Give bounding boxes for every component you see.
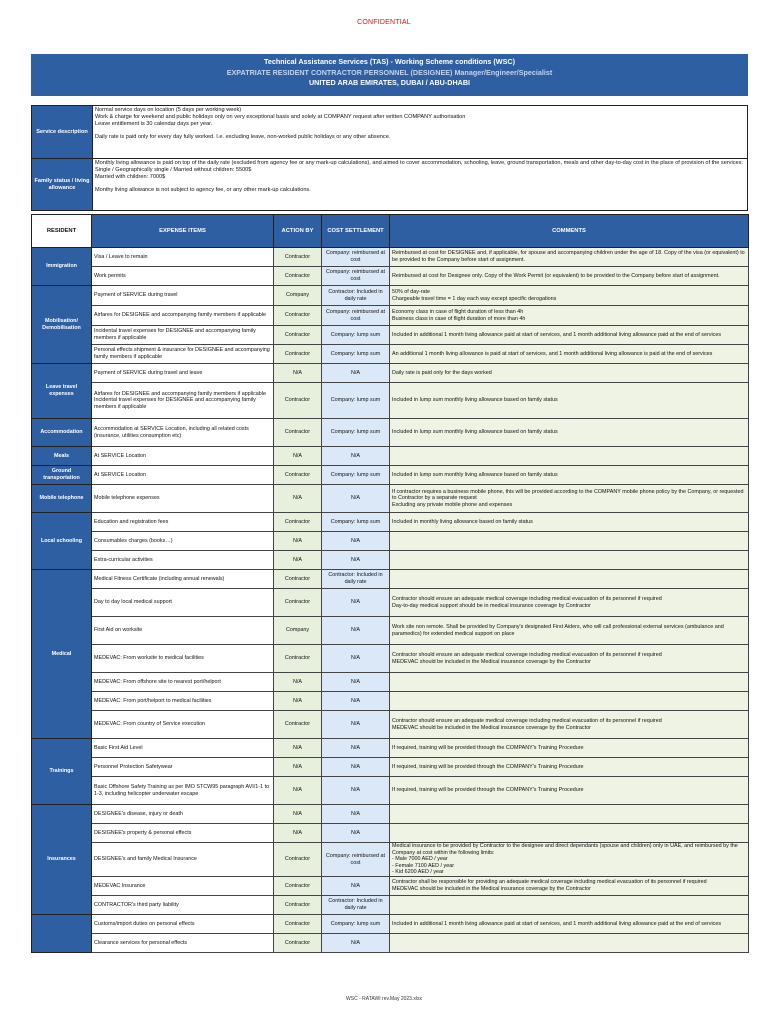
conditions-table — [31, 214, 749, 953]
table-row — [32, 934, 749, 953]
resident-category: Accommodation — [32, 419, 92, 447]
comments — [390, 589, 749, 617]
cost-settlement: Company: reimbursed at cost — [322, 843, 390, 877]
comments-line: MEDEVAC should be included in the Medical insurance coverage by the Contractor — [392, 724, 591, 731]
table-row — [32, 692, 749, 711]
comments-line: - Female 7100 AED / year — [392, 862, 455, 869]
column-resident: RESIDENT — [32, 215, 92, 248]
cost-settlement: N/A — [322, 877, 390, 896]
info-line: Single / Geographically single / Married without children: 5500$ — [95, 167, 252, 173]
action-by: Company — [274, 286, 322, 306]
resident-category: Insurances — [32, 805, 92, 915]
comments: Reimbursed at cost for Designee only. Copy of the Work Permit (or equivalent) to be provided to the Company before start of assignment. — [390, 267, 749, 286]
comments: An additional 1 month living allowance is paid at start of services, and 1 month additional living allowance is paid at the end of services — [390, 345, 749, 364]
table-row — [32, 345, 749, 364]
cost-settlement: N/A — [322, 645, 390, 673]
cost-settlement: Contractor: Included in daily rate — [322, 570, 390, 589]
expense-item: First Aid on worksite — [92, 617, 274, 645]
column-action-by: ACTION BY — [274, 215, 322, 248]
table-row — [32, 739, 749, 758]
info-line: Married with children: 7000$ — [95, 174, 166, 180]
expense-item: MEDEVAC: From port/helport to medical facilities — [92, 692, 274, 711]
expense-item: Education and registration fees — [92, 513, 274, 532]
cost-settlement: Company: lump sum — [322, 419, 390, 447]
resident-category: Trainings — [32, 739, 92, 805]
resident-category: Medical — [32, 570, 92, 739]
comments-line: Contractor should ensure an adequate medical coverage including medical evacuation of its personnel if required — [392, 651, 662, 658]
expense-item: DESIGNEE's property & personal effects — [92, 824, 274, 843]
expense-item: Payment of SERVICE during travel — [92, 286, 274, 306]
table-row — [32, 532, 749, 551]
comments: Reimbursed at cost for DESIGNEE and, if applicable, for spouse and accompanying children under the age of 18. Copy of the visa (or equivalent) to be provided to the Company before start of assignment. — [390, 248, 749, 267]
comments — [390, 877, 749, 896]
action-by: Contractor — [274, 934, 322, 953]
table-row — [32, 645, 749, 673]
cost-settlement: N/A — [322, 673, 390, 692]
info-text — [93, 106, 748, 159]
comments-line: Excluding any private mobile phone and expenses — [392, 501, 513, 508]
action-by: Contractor — [274, 589, 322, 617]
expense-item: Clearance services for personal effects — [92, 934, 274, 953]
table-row — [32, 267, 749, 286]
action-by: Contractor — [274, 570, 322, 589]
comments-line: Contractor should ensure an adequate medical coverage including medical evacuation of its personnel if required — [392, 717, 662, 724]
comments-line: Business class in case of flight duration of more than 4h — [392, 315, 526, 322]
cost-settlement: N/A — [322, 711, 390, 739]
info-line: Monthy living allowance is not subject to agency fee, or any other mark-up calculations. — [95, 187, 311, 193]
cost-settlement: N/A — [322, 758, 390, 777]
comments: If required, training will be provided through the COMPANY's Training Procedure — [390, 758, 749, 777]
action-by: Contractor — [274, 645, 322, 673]
comments-line: Contractor shall be responsible for providing an adequate medical coverage including medical evacuation of its personnel if required — [392, 879, 707, 886]
table-row — [32, 447, 749, 466]
expense-item: MEDEVAC: From worksite to medical facilities — [92, 645, 274, 673]
comments: Included in lump sum monthly living allowance based on family status — [390, 383, 749, 419]
comments — [390, 447, 749, 466]
comments — [390, 306, 749, 326]
resident-category: Mobilisation/ Demobilisation — [32, 286, 92, 364]
header-title: Technical Assistance Services (TAS) - Working Scheme conditions (WSC) — [264, 57, 515, 66]
cost-settlement: N/A — [322, 805, 390, 824]
table-row — [32, 466, 749, 485]
action-by: Contractor — [274, 326, 322, 345]
action-by: N/A — [274, 692, 322, 711]
expense-item: Mobile telephone expenses — [92, 485, 274, 513]
expense-item: At SERVICE Location — [92, 447, 274, 466]
comments — [390, 692, 749, 711]
action-by: Contractor — [274, 383, 322, 419]
comments — [390, 645, 749, 673]
expense-item: Extra-curricular activities — [92, 551, 274, 570]
action-by: N/A — [274, 739, 322, 758]
resident-category: Leave travel expenses — [32, 364, 92, 419]
cost-settlement: Company: lump sum — [322, 383, 390, 419]
action-by: N/A — [274, 485, 322, 513]
table-row — [32, 513, 749, 532]
column-cost-settlement: COST SETTLEMENT — [322, 215, 390, 248]
action-by: Contractor — [274, 915, 322, 934]
table-row — [32, 758, 749, 777]
comments — [390, 805, 749, 824]
table-row — [32, 896, 749, 915]
comments — [390, 551, 749, 570]
cost-settlement: N/A — [322, 824, 390, 843]
action-by: N/A — [274, 777, 322, 805]
expense-item: Personal effects shipment & insurance for DESIGNEE and accompanying family members if applicable — [92, 345, 274, 364]
table-row — [32, 485, 749, 513]
comments — [390, 843, 749, 877]
cost-settlement: N/A — [322, 447, 390, 466]
comments: Daily rate is paid only for the days worked — [390, 364, 749, 383]
footer-filename: WSC - RATAWI rev.May 2023.xlsx — [346, 996, 422, 1002]
table-row — [32, 419, 749, 447]
comments — [390, 570, 749, 589]
cost-settlement: Company: lump sum — [322, 466, 390, 485]
comments: Included in lump sum monthly living allowance based on family status — [390, 419, 749, 447]
comments-line: Chargeable travel time = 1 day each way except specific derogations — [392, 295, 557, 302]
comments-line: MEDEVAC should be included in the Medical insurance coverage by the Contractor — [392, 658, 591, 665]
expense-item: Basic First Aid Level — [92, 739, 274, 758]
cost-settlement: N/A — [322, 589, 390, 617]
cost-settlement: Company: lump sum — [322, 915, 390, 934]
comments — [390, 485, 749, 513]
resident-category: Meals — [32, 447, 92, 466]
action-by: Contractor — [274, 896, 322, 915]
comments-line: If contractor requires a business mobile phone, this will be provided according to the COMPANY mobile phone policy by the Company, or requested to Contractor by a separate request — [392, 488, 744, 502]
comments-line: - Male 7000 AED / year — [392, 856, 448, 863]
expense-item: Incidental travel expenses for DESIGNEE and accompanying family members if applicable — [92, 326, 274, 345]
action-by: N/A — [274, 551, 322, 570]
comments-line: MEDEVAC should be included in the Medical insurance coverage by the Contractor — [392, 886, 591, 892]
cost-settlement: N/A — [322, 551, 390, 570]
action-by: N/A — [274, 805, 322, 824]
table-row — [32, 364, 749, 383]
cost-settlement: Company: reimbursed at cost — [322, 248, 390, 267]
resident-category: Mobile telephone — [32, 485, 92, 513]
table-row — [32, 617, 749, 645]
info-label: Service description — [32, 106, 93, 159]
action-by: Contractor — [274, 345, 322, 364]
table-row — [32, 824, 749, 843]
action-by: Contractor — [274, 306, 322, 326]
expense-item: MEDEVAC: From offshore site to nearest port/helport — [92, 673, 274, 692]
comments-line: - Kid 6200 AED / year — [392, 869, 444, 876]
info-line: Normal service days on location (5 days per working week) — [95, 107, 242, 113]
document-header — [31, 54, 748, 96]
expense-item: Basic Offshore Safety Training as per IMO STCW95 paragraph AVI/1-1 to 1-3, including helicopter underwater escape — [92, 777, 274, 805]
action-by: Contractor — [274, 248, 322, 267]
action-by: Contractor — [274, 843, 322, 877]
cost-settlement: N/A — [322, 739, 390, 758]
cost-settlement: N/A — [322, 532, 390, 551]
table-row — [32, 551, 749, 570]
info-line: Daily rate is paid only for every day fully worked. I.e. excluding leave, non-worked public holidays or any other absence. — [95, 134, 391, 140]
comments — [390, 896, 749, 915]
table-row — [32, 326, 749, 345]
action-by: N/A — [274, 758, 322, 777]
table-row — [32, 777, 749, 805]
cost-settlement: Company: reimbursed at cost — [322, 267, 390, 286]
info-row — [32, 106, 748, 159]
cost-settlement: Company: lump sum — [322, 345, 390, 364]
action-by: N/A — [274, 532, 322, 551]
comments-line: 50% of day-rate — [392, 288, 431, 295]
expense-item: Visa / Leave to remain — [92, 248, 274, 267]
cost-settlement: N/A — [322, 692, 390, 711]
action-by: Contractor — [274, 877, 322, 896]
info-line: Leave entitlement is 30 calendar days per year. — [95, 121, 213, 127]
table-row — [32, 877, 749, 896]
info-line: Work & charge for weekend and public holidays only on very exceptional basis and solely at COMPANY request after written COMPANY authorisation — [95, 114, 466, 120]
expense-item-line: Airfares for DESIGNEE and accompanying family members if applicable — [94, 390, 266, 397]
comments: Included in additional 1 month living allowance paid at start of services, and 1 month additional living allowance paid at the end of services — [390, 915, 749, 934]
expense-item: CONTRACTOR's third party liability — [92, 896, 274, 915]
action-by: Contractor — [274, 466, 322, 485]
resident-category — [32, 915, 92, 953]
expense-item: Accommodation at SERVICE Location, including all related costs (insurance, utilities consumption etc) — [92, 419, 274, 447]
column-comments: COMMENTS — [390, 215, 749, 248]
table-row — [32, 286, 749, 306]
expense-item: Customs/import duties on personal effects — [92, 915, 274, 934]
expense-item: DESIGNEE's disease, injury or death — [92, 805, 274, 824]
expense-item: Medical Fitness Certificate (including annual renewals) — [92, 570, 274, 589]
resident-category: Ground transportation — [32, 466, 92, 485]
comments: Included in monthly living allowance based on family status — [390, 513, 749, 532]
expense-item: Work permits — [92, 267, 274, 286]
action-by: Contractor — [274, 267, 322, 286]
comments — [390, 532, 749, 551]
comments: Included in lump sum monthly living allowance based on family status — [390, 466, 749, 485]
column-expense-items: EXPENSE ITEMS — [92, 215, 274, 248]
comments: If required, training will be provided through the COMPANY's Training Procedure — [390, 777, 749, 805]
cost-settlement: N/A — [322, 934, 390, 953]
resident-category: Immigration — [32, 248, 92, 286]
table-row — [32, 570, 749, 589]
cost-settlement: Company: lump sum — [322, 326, 390, 345]
info-table — [31, 105, 748, 211]
table-row — [32, 248, 749, 267]
action-by: N/A — [274, 364, 322, 383]
comments — [390, 824, 749, 843]
expense-item — [92, 383, 274, 419]
comments — [390, 673, 749, 692]
table-header-row — [32, 215, 749, 248]
info-row — [32, 159, 748, 211]
expense-item: Airfares for DESIGNEE and accompanying family members if applicable — [92, 306, 274, 326]
action-by: Company — [274, 617, 322, 645]
cost-settlement: Contractor: Included in daily rate — [322, 896, 390, 915]
action-by: Contractor — [274, 419, 322, 447]
table-row — [32, 306, 749, 326]
comments — [390, 286, 749, 306]
cost-settlement: N/A — [322, 777, 390, 805]
header-location: UNITED ARAB EMIRATES, DUBAI / ABU-DHABI — [308, 78, 471, 87]
info-label: Family status / living allowance — [32, 159, 93, 211]
expense-item: At SERVICE Location — [92, 466, 274, 485]
action-by: N/A — [274, 673, 322, 692]
comments-line: Economy class in case of flight duration of less than 4h — [392, 308, 524, 315]
action-by: N/A — [274, 447, 322, 466]
comments-line: Day-to-day medical support should be in medical insurance coverage by Contractor — [392, 602, 591, 609]
comments: Work site non remote. Shall be provided by Company's designated First Aiders, who will call professional external services (ambulance and paramedics) for extended medical support on place — [390, 617, 749, 645]
cost-settlement: Contractor: Included in daily rate — [322, 286, 390, 306]
info-line: Monthly living allowance is paid on top of the daily rate (excluded from agency fee or any mark-up calculations), and aimed to cover accommodation, schooling, leave, ground transportation, meals and other day-to-day cost in the place of provision of the services: — [95, 160, 743, 166]
action-by: N/A — [274, 824, 322, 843]
expense-item: Personnel Protection Safetywear — [92, 758, 274, 777]
expense-item-line: Incidental travel expenses for DESIGNEE and accompanying family members if applicable — [94, 397, 256, 410]
header-subtitle: EXPATRIATE RESIDENT CONTRACTOR PERSONNEL (DESIGNEE) Manager/Engineer/Specialist — [226, 67, 553, 77]
comments: If required, training will be provided through the COMPANY's Training Procedure — [390, 739, 749, 758]
comments — [390, 711, 749, 739]
expense-item: DESIGNEE's and family Medical Insurance — [92, 843, 274, 877]
cost-settlement: Company: lump sum — [322, 513, 390, 532]
info-text — [93, 159, 748, 211]
table-row — [32, 383, 749, 419]
confidential-label: CONFIDENTIAL — [357, 19, 411, 26]
comments-line: Medical insurance to be provided by Contractor to the designee and direct dependants (spouse and children) only in UAE, and reimbursed by the Company at cost within the following limits: — [392, 843, 738, 856]
comments-line: Contractor should ensure an adequate medical coverage including medical evacuation of its personnel if required — [392, 595, 662, 602]
comments: Included in additional 1 month living allowance paid at start of services, and 1 month additional living allowance paid at the end of services — [390, 326, 749, 345]
table-row — [32, 805, 749, 824]
cost-settlement: Company: reimbursed at cost — [322, 306, 390, 326]
cost-settlement: N/A — [322, 617, 390, 645]
table-row — [32, 673, 749, 692]
expense-item: MEDEVAC Insurance — [92, 877, 274, 896]
resident-category: Local schooling — [32, 513, 92, 570]
cost-settlement: N/A — [322, 364, 390, 383]
cost-settlement: N/A — [322, 485, 390, 513]
action-by: Contractor — [274, 513, 322, 532]
expense-item: Day to day local medical support — [92, 589, 274, 617]
expense-item: Consumables charges (books…) — [92, 532, 274, 551]
comments — [390, 934, 749, 953]
action-by: Contractor — [274, 711, 322, 739]
table-row — [32, 711, 749, 739]
expense-item: MEDEVAC: From country of Service execution — [92, 711, 274, 739]
table-row — [32, 843, 749, 877]
table-row — [32, 915, 749, 934]
expense-item: Payment of SERVICE during travel and leave — [92, 364, 274, 383]
table-row — [32, 589, 749, 617]
